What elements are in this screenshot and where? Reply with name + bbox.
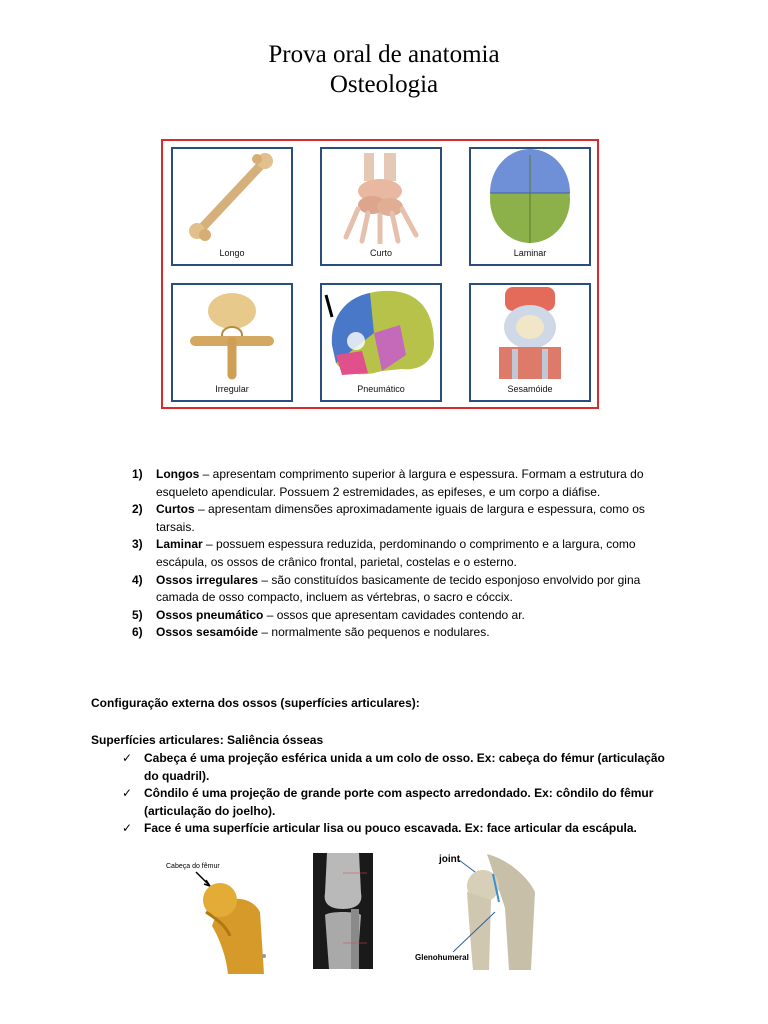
joint-label: joint bbox=[439, 854, 461, 865]
tile-label-pneumatico: Pneumático bbox=[357, 384, 405, 394]
vertebra-illustration bbox=[173, 285, 291, 380]
tile-label-laminar: Laminar bbox=[513, 248, 547, 258]
check-icon: ✓ bbox=[122, 751, 133, 765]
tile-laminar bbox=[469, 147, 591, 266]
tile-label-sesamoide: Sesamóide bbox=[507, 384, 553, 394]
tile-curto bbox=[320, 147, 442, 266]
list-item: 1) Longos – apresentam comprimento superior à largura e espessura. Formam a estrutura do esqueleto apendicular. Possuem 2 estremidades, as epifeses, e um corpo a diáfise. bbox=[132, 467, 644, 499]
tile-irregular bbox=[171, 283, 293, 402]
knee-xray-image bbox=[313, 853, 373, 969]
tile-label-longo: Longo bbox=[219, 248, 245, 258]
tile-label-irregular: Irregular bbox=[215, 384, 249, 394]
tile-longo bbox=[171, 147, 293, 266]
skull-side-illustration bbox=[322, 285, 440, 380]
document-title bbox=[0, 40, 768, 100]
list-item: ✓ Côndilo é uma projeção de grande porte com aspecto arredondado. Ex: côndilo do fêmur (articulação do joelho). bbox=[122, 786, 654, 818]
skull-top-illustration bbox=[471, 149, 589, 244]
check-icon: ✓ bbox=[122, 786, 133, 801]
bone-types-figure bbox=[161, 139, 599, 409]
list-item: ✓ Cabeça é uma projeção esférica unida a um colo de osso. Ex: cabeça do fémur (articulação do quadril). bbox=[122, 751, 665, 783]
long-bone-illustration bbox=[173, 149, 291, 244]
femur-head-image bbox=[160, 856, 275, 974]
list-item: 3) Laminar – possuem espessura reduzida, perdominando o comprimento e a largura, como escápula, os ossos de crânico frontal, parietal, costelas e o esterno. bbox=[132, 537, 636, 569]
glenohumeral-label: Glenohumeral bbox=[415, 953, 469, 962]
short-bone-illustration bbox=[322, 149, 440, 244]
patella-illustration bbox=[471, 285, 589, 380]
list-item: 6) Ossos sesamóide – normalmente são pequenos e nodulares. bbox=[132, 625, 490, 640]
list-item: 2) Curtos – apresentam dimensões aproximadamente iguais de largura e espessura, como os tarsais. bbox=[132, 502, 645, 534]
tile-label-curto: Curto bbox=[369, 248, 392, 258]
bone-types-list bbox=[132, 466, 672, 642]
glenohumeral-image bbox=[413, 852, 539, 970]
superficies-heading: Superfícies articulares: Saliência ósseas bbox=[91, 733, 324, 747]
list-item: 5) Ossos pneumático – ossos que apresentam cavidades contendo ar. bbox=[132, 607, 525, 622]
title-line-1: Prova oral de anatomia bbox=[268, 41, 500, 68]
list-item: 4) Ossos irregulares – são constituídos basicamente de tecido esponjoso envolvido por gina camada de osso compacto, incluem as vértebras, o sacro e cóccix. bbox=[132, 572, 641, 605]
superficies-list bbox=[122, 750, 672, 838]
tile-pneumatico bbox=[320, 283, 442, 402]
tile-sesamoide bbox=[469, 283, 591, 402]
config-heading: Configuração externa dos ossos (superfícies articulares): bbox=[91, 696, 420, 710]
list-item: ✓ Face é uma superfície articular lisa ou pouco escavada. Ex: face articular da escápula. bbox=[122, 820, 672, 838]
check-icon: ✓ bbox=[122, 821, 133, 836]
title-line-2: Osteologia bbox=[329, 71, 439, 98]
femur-label: Cabeça do fêmur bbox=[166, 863, 220, 870]
